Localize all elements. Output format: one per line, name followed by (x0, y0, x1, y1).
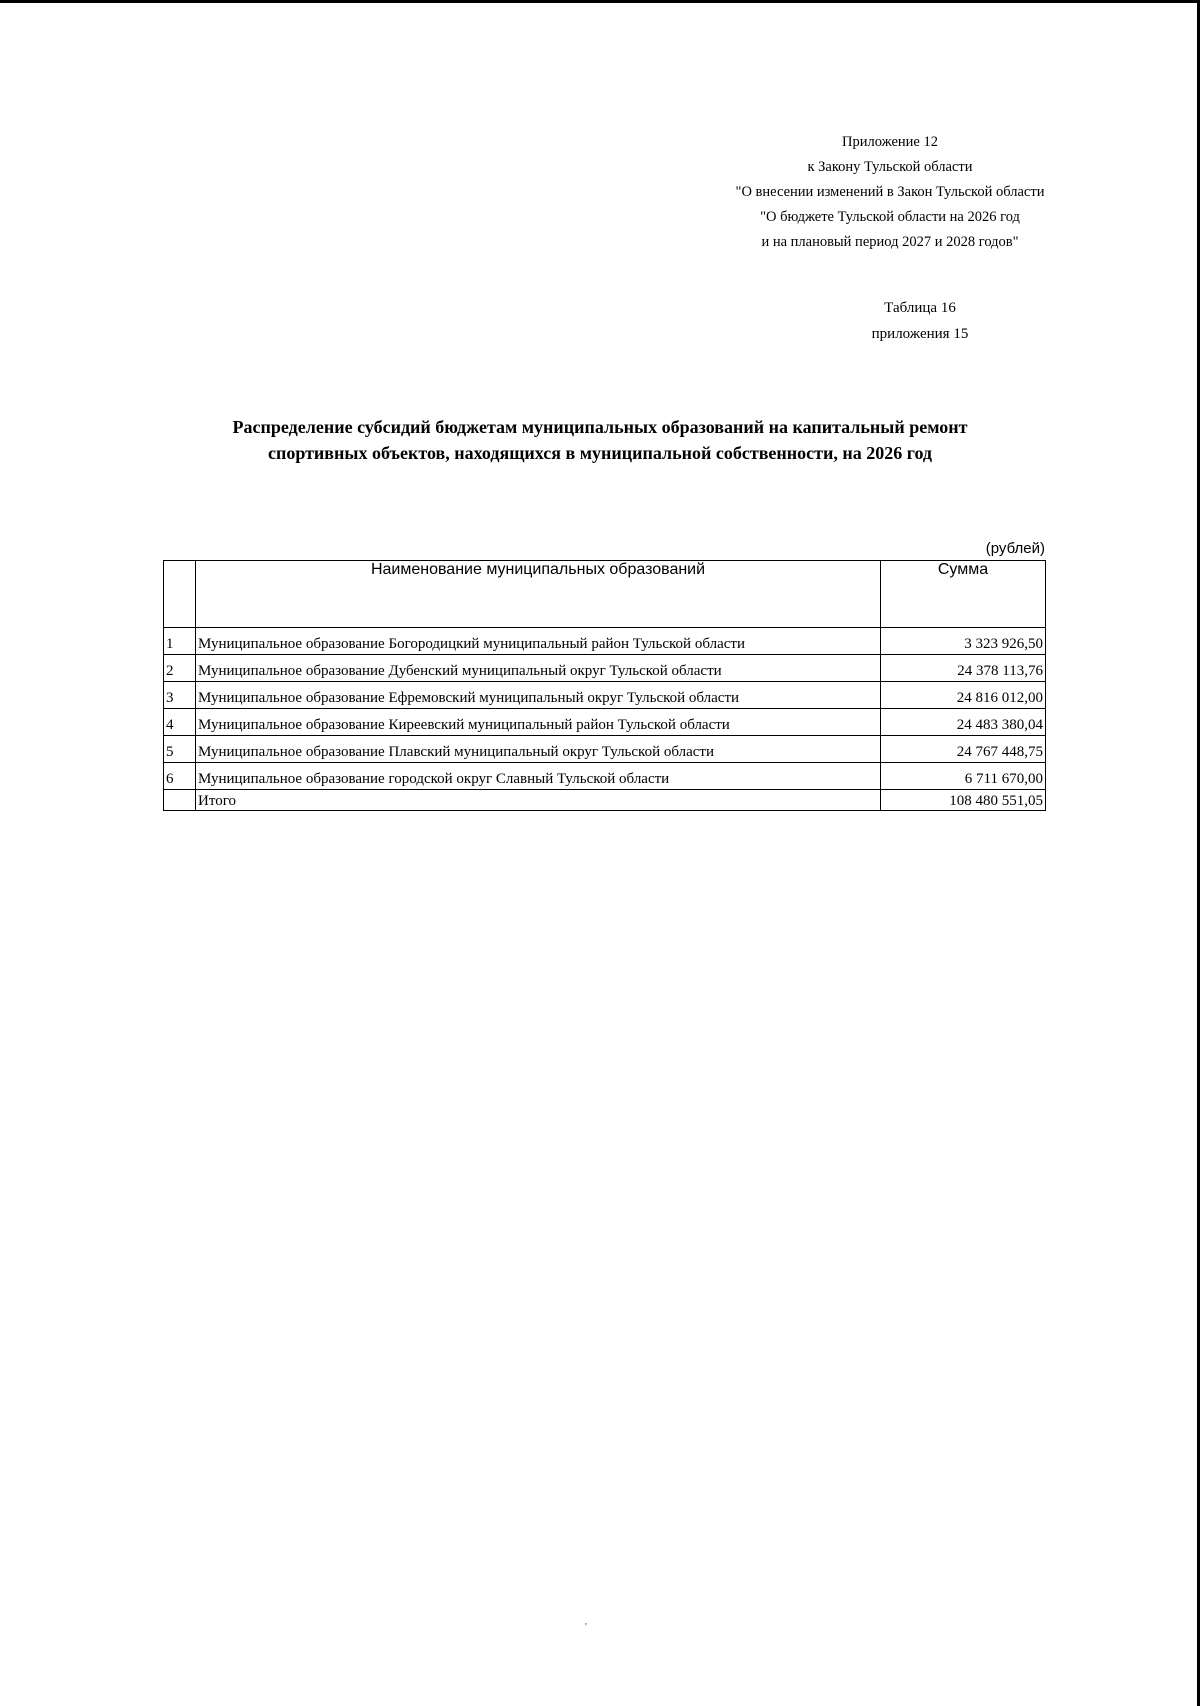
total-label: Итого (196, 790, 881, 811)
table-row (164, 763, 1046, 790)
row-number: 2 (164, 655, 196, 682)
municipality-name: Муниципальное образование Киреевский муниципальный район Тульской области (196, 709, 881, 736)
row-number: 3 (164, 682, 196, 709)
table-row (164, 628, 1046, 655)
document-title (160, 414, 1040, 466)
appendix-number: приложения 15 (871, 326, 969, 342)
table-row (164, 682, 1046, 709)
header-name-cell: Наименование муниципальных образований (196, 561, 881, 628)
title-line-1: Распределение субсидий бюджетам муниципальных образований на капитальный ремонт (232, 417, 968, 437)
header-num-cell (164, 561, 196, 628)
table-row (164, 709, 1046, 736)
municipality-name: Муниципальное образование городской округ Славный Тульской области (196, 763, 881, 790)
table-row (164, 655, 1046, 682)
header-line: Приложение 12 (842, 134, 938, 150)
subsidy-amount: 24 378 113,76 (881, 655, 1046, 682)
table-row (164, 736, 1046, 763)
municipality-name: Муниципальное образование Ефремовский муниципальный округ Тульской области (196, 682, 881, 709)
municipality-name: Муниципальное образование Дубенский муниципальный округ Тульской области (196, 655, 881, 682)
municipality-name: Муниципальное образование Плавский муниципальный округ Тульской области (196, 736, 881, 763)
row-number: 1 (164, 628, 196, 655)
row-number: 6 (164, 763, 196, 790)
title-line-2: спортивных объектов, находящихся в муниципальной собственности, на 2026 год (267, 443, 933, 463)
table-number: Таблица 16 (884, 300, 956, 316)
subsidy-amount: 24 483 380,04 (881, 709, 1046, 736)
units-label: (рублей) (985, 540, 1045, 557)
municipality-name: Муниципальное образование Богородицкий муниципальный район Тульской области (196, 628, 881, 655)
scan-speck: ' (585, 1622, 587, 1633)
subsidy-amount: 3 323 926,50 (881, 628, 1046, 655)
total-amount: 108 480 551,05 (881, 790, 1046, 811)
total-num-cell (164, 790, 196, 811)
subsidy-amount: 6 711 670,00 (881, 763, 1046, 790)
table-reference (840, 295, 1000, 347)
subsidy-amount: 24 816 012,00 (881, 682, 1046, 709)
header-line: "О внесении изменений в Закон Тульской области (735, 184, 1045, 200)
header-line: к Закону Тульской области (807, 159, 973, 175)
header-line: "О бюджете Тульской области на 2026 год (760, 209, 1020, 225)
total-row (164, 790, 1046, 811)
subsidy-table (163, 560, 1046, 811)
subsidy-amount: 24 767 448,75 (881, 736, 1046, 763)
table-header-row (164, 561, 1046, 628)
row-number: 4 (164, 709, 196, 736)
header-line: и на плановый период 2027 и 2028 годов" (761, 234, 1019, 250)
appendix-header (640, 130, 1140, 255)
header-amount-cell: Сумма (881, 561, 1046, 628)
row-number: 5 (164, 736, 196, 763)
